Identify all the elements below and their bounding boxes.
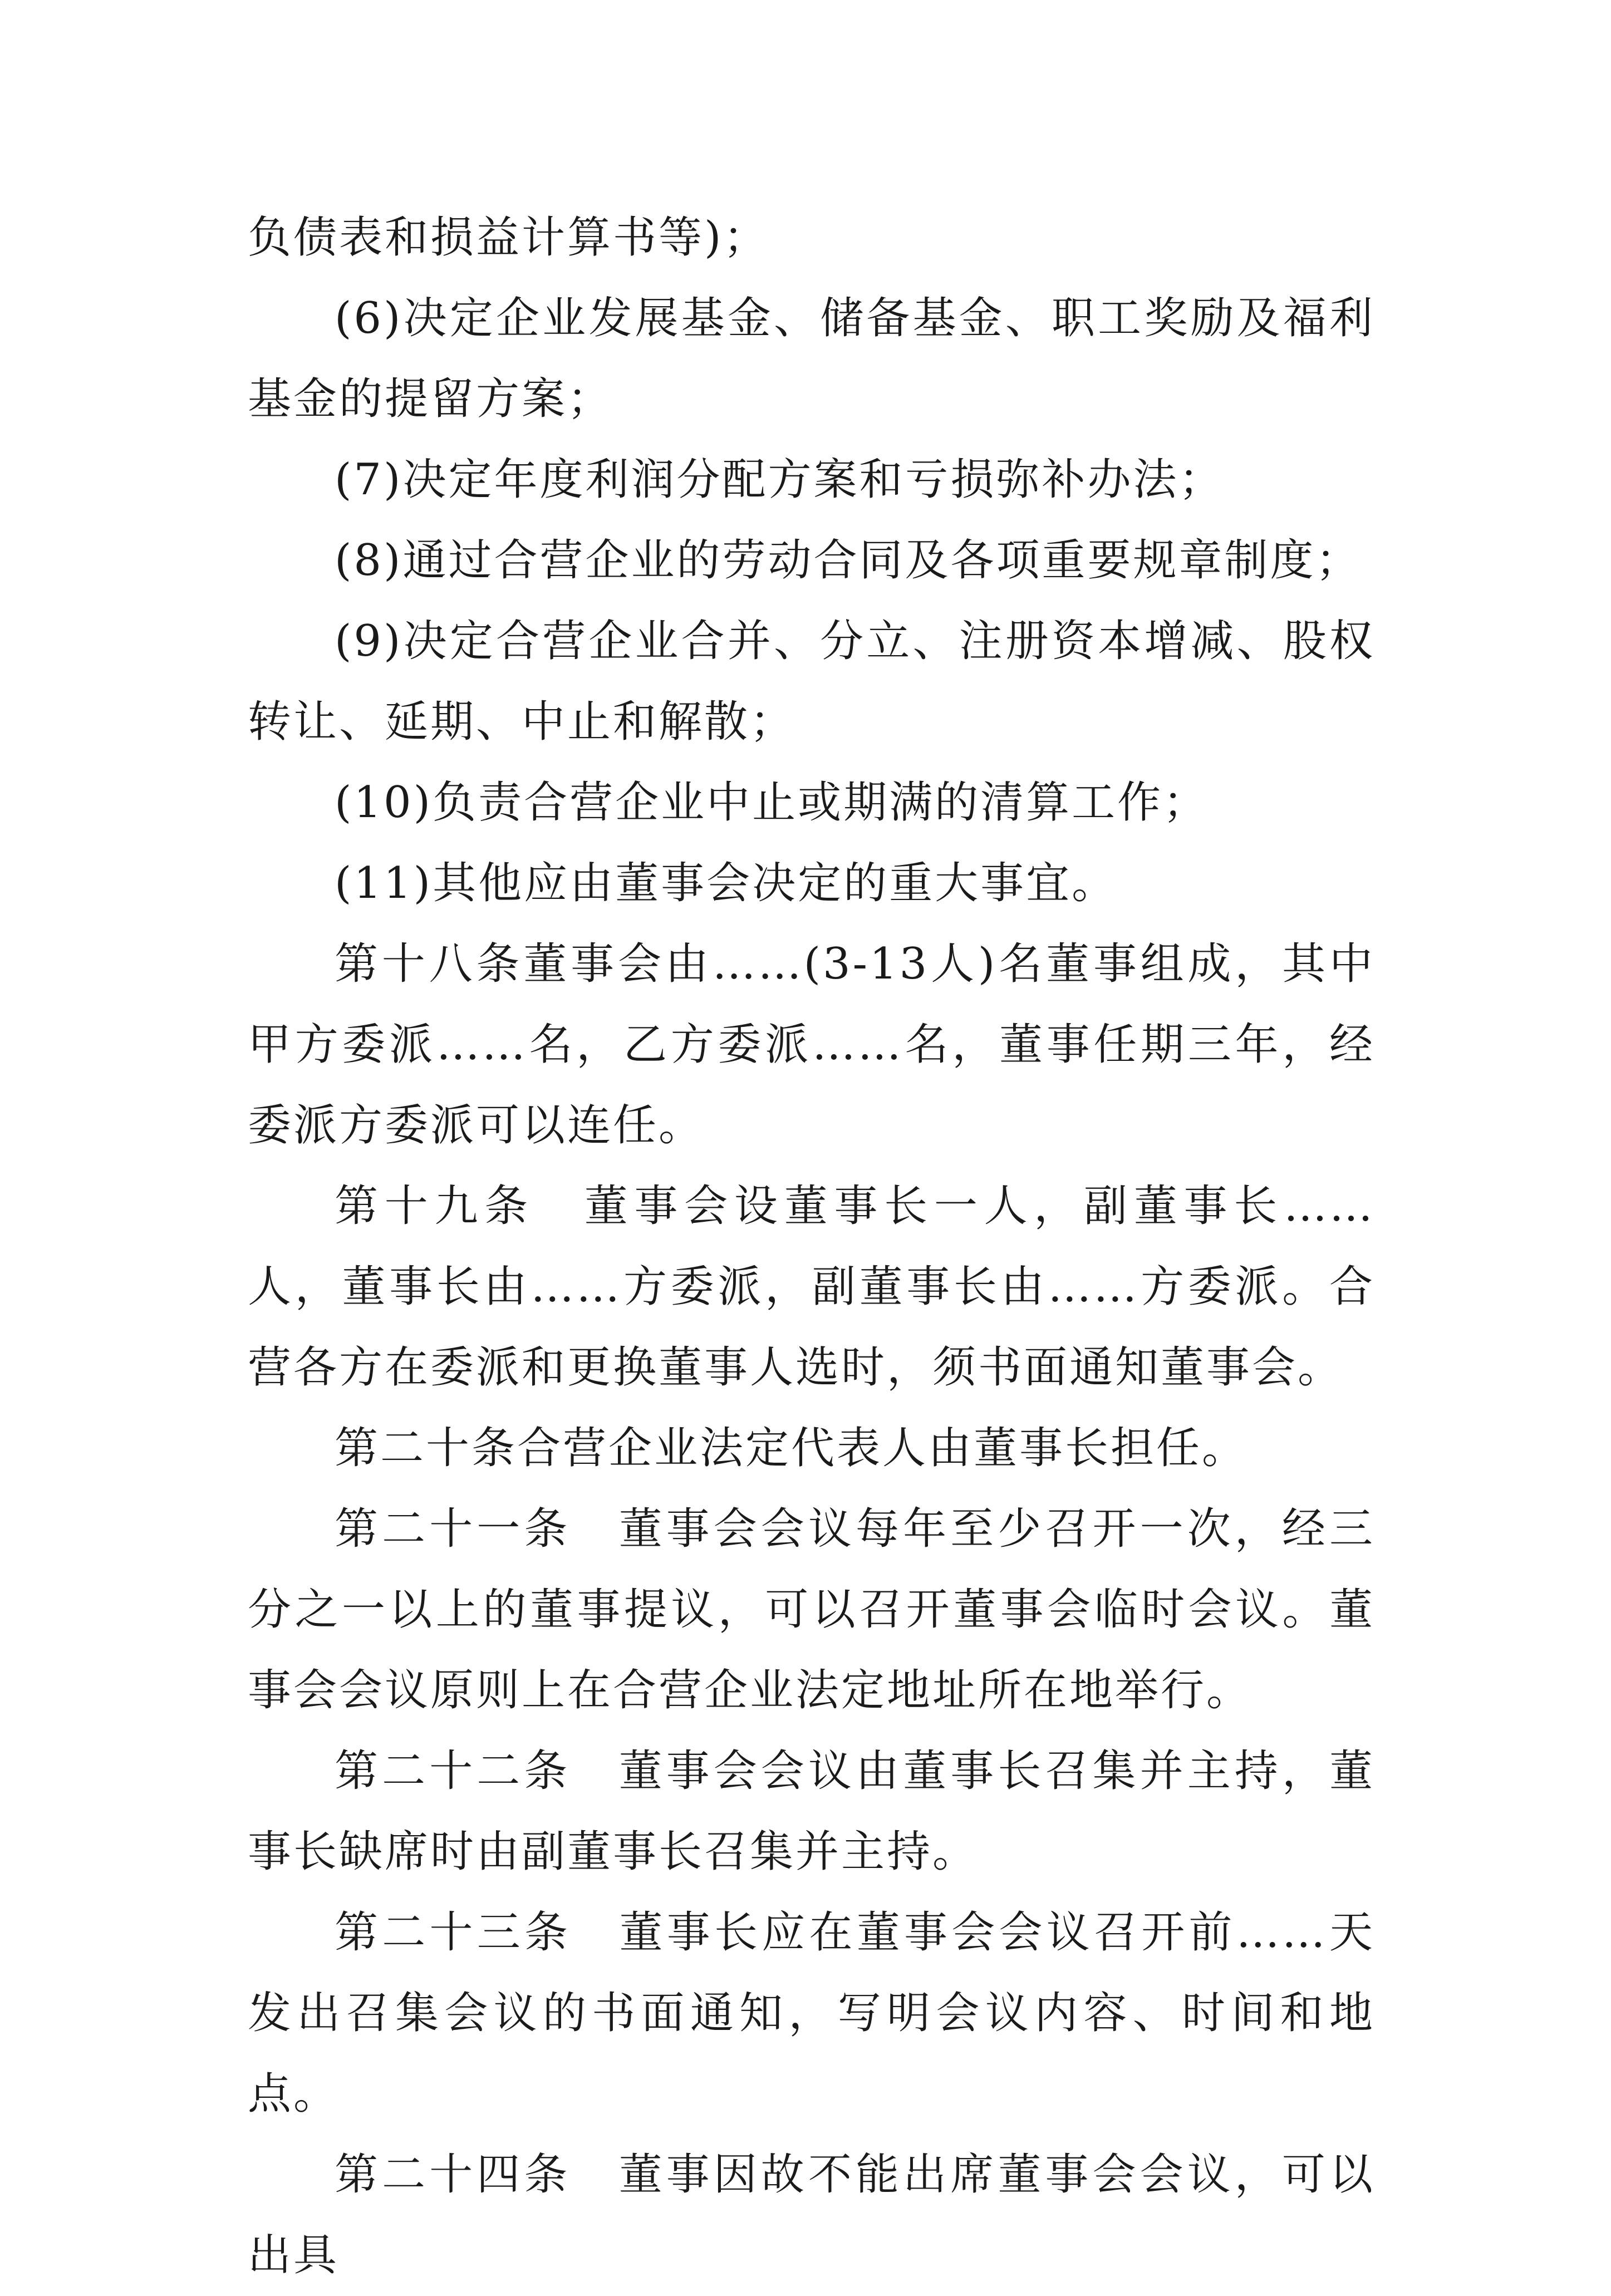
article-22: 第二十二条 董事会会议由董事长召集并主持，董事长缺席时由副董事长召集并主持。 <box>248 1746 1375 1877</box>
article-21: 第二十一条 董事会会议每年至少召开一次，经三分之一以上的董事提议，可以召开董事会临时会议。董事会会议原则上在合营企业法定地址所在地举行。 <box>248 1504 1375 1715</box>
document-body <box>248 198 1375 2296</box>
article-24: 第二十四条 董事因故不能出席董事会会议，可以出具 <box>248 2150 1375 2280</box>
paragraph-item-8: (8)通过合营企业的劳动合同及各项重要规章制度； <box>335 535 1362 586</box>
article-20: 第二十条合营企业法定代表人由董事长担任。 <box>335 1423 1248 1473</box>
paragraph-item-6: (6)决定企业发展基金、储备基金、职工奖励及福利基金的提留方案； <box>248 293 1375 424</box>
paragraph-item-9: (9)决定合营企业合并、分立、注册资本增减、股权转让、延期、中止和解散； <box>248 616 1375 747</box>
paragraph-continued-balance-sheet: 负债表和损益计算书等)； <box>248 213 769 263</box>
article-23: 第二十三条 董事长应在董事会会议召开前……天发出召集会议的书面通知，写明会议内容、时间和地点。 <box>248 1907 1375 2119</box>
article-19: 第十九条 董事会设董事长一人，副董事长……人，董事长由……方委派，副董事长由……方委派。合营各方在委派和更换董事人选时，须书面通知董事会。 <box>248 1181 1375 1393</box>
paragraph-item-10: (10)负责合营企业中止或期满的清算工作； <box>335 778 1209 828</box>
article-18: 第十八条董事会由……(3-13人)名董事组成，其中甲方委派……名，乙方委派……名，董事任期三年，经委派方委派可以连任。 <box>248 939 1375 1151</box>
paragraph-item-7: (7)决定年度利润分配方案和亏损弥补办法； <box>335 455 1225 505</box>
paragraph-item-11: (11)其他应由董事会决定的重大事宜。 <box>335 858 1118 908</box>
